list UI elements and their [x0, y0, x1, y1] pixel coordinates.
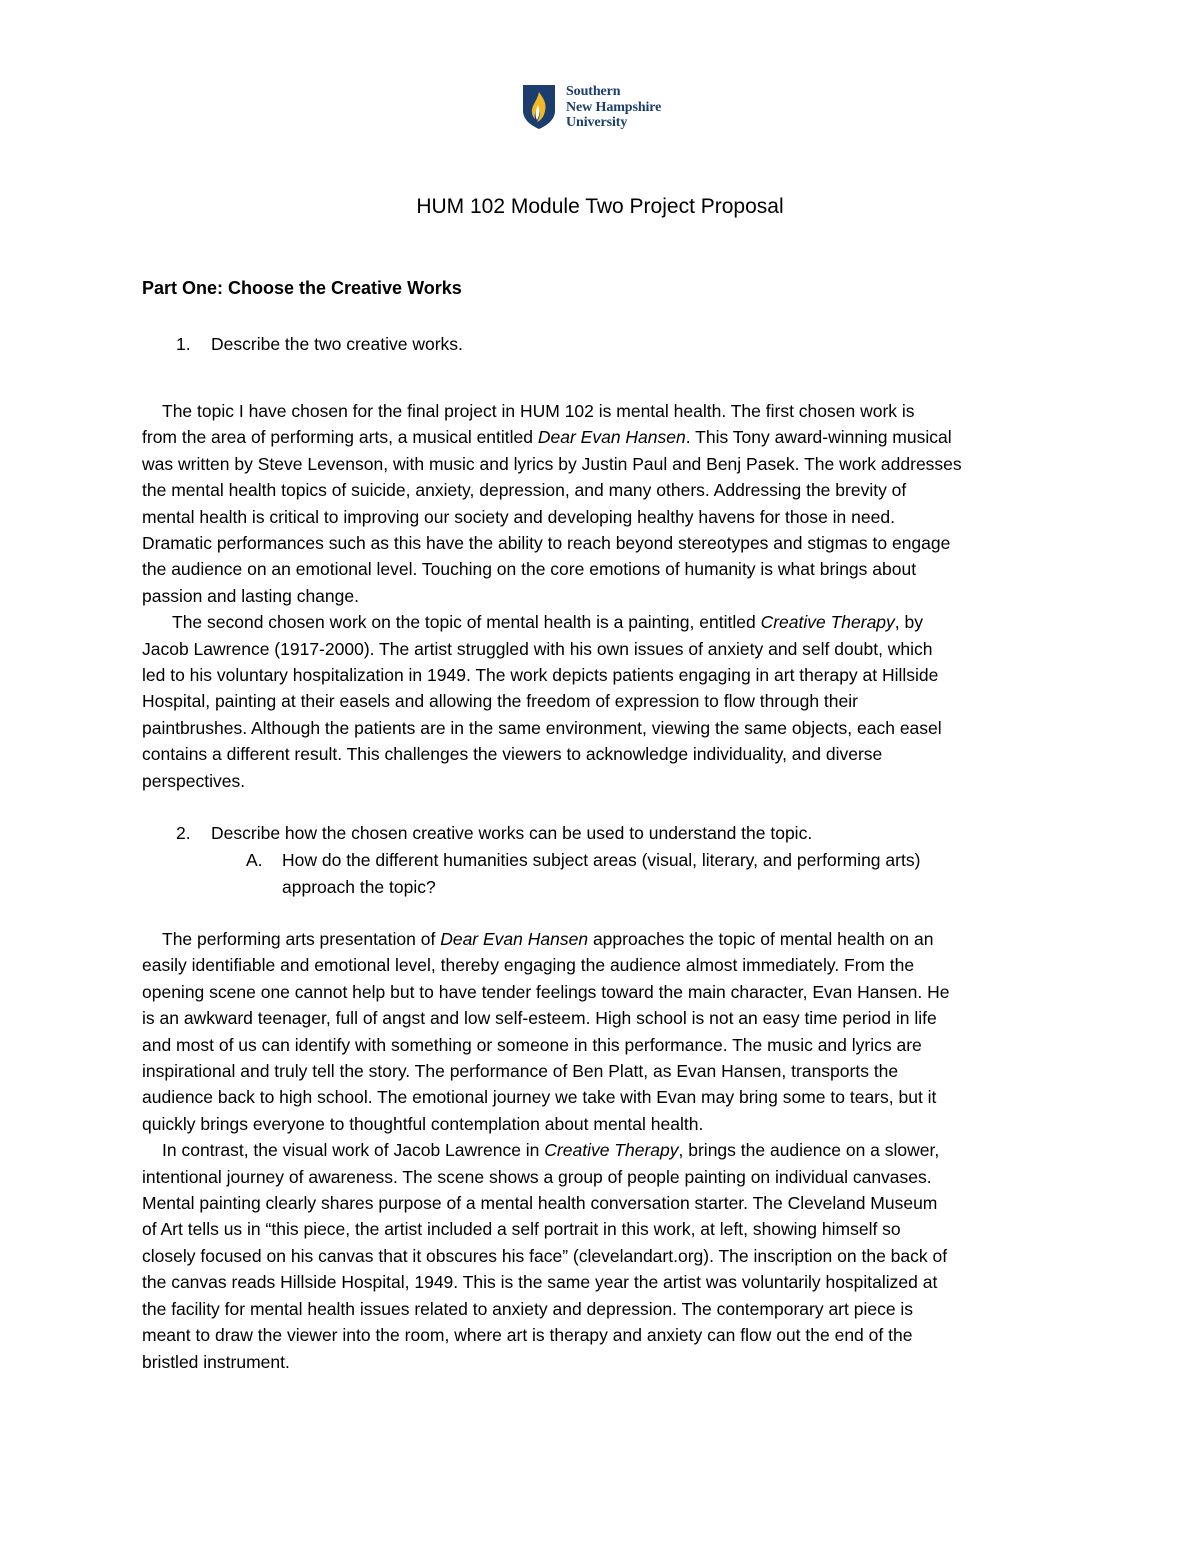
logo-line-3: University — [566, 115, 628, 130]
question-text — [282, 847, 1042, 900]
text-line — [142, 1269, 1062, 1295]
text-segment: of Art tells us in “this piece, the artist included a self portrait in this work, at left, showing himself so — [142, 1219, 901, 1240]
work-title: Dear Evan Hansen — [440, 929, 589, 949]
text-segment: intentional journey of awareness. The scene shows a group of people painting on individual canvases. — [142, 1166, 932, 1187]
text-segment: and most of us can identify with something or someone in this performance. The music and lyrics are — [142, 1034, 922, 1055]
text-segment: , by — [894, 612, 924, 633]
shield-flame-icon — [522, 84, 556, 130]
text-line — [142, 609, 1062, 635]
text-segment: easily identifiable and emotional level, thereby engaging the audience almost immediately. From the — [142, 955, 915, 976]
text-segment: bristled instrument. — [142, 1351, 290, 1372]
text-line — [142, 926, 1062, 952]
text-line — [142, 1137, 1062, 1163]
text-line — [142, 636, 1062, 662]
text-line — [142, 979, 1062, 1005]
text-line — [142, 556, 1062, 582]
text-line — [142, 583, 1062, 609]
text-line — [142, 1164, 1062, 1190]
text-segment: In contrast, the visual work of Jacob Lawrence in — [162, 1140, 545, 1161]
text-segment: contains a different result. This challenges the viewers to acknowledge individuality, and diverse — [142, 744, 883, 765]
text-segment: The performing arts presentation of — [162, 929, 441, 949]
text-segment: , brings the audience on a slower, — [678, 1140, 940, 1161]
text-line — [142, 952, 1062, 978]
text-segment: audience back to high school. The emotional journey we take with Evan may bring some to tears, but it — [142, 1087, 937, 1108]
text-line — [142, 451, 1062, 477]
text-segment: . This Tony award-winning musical — [685, 427, 952, 448]
question-text-line: How do the different humanities subject areas (visual, literary, and performing arts) — [282, 850, 921, 870]
text-line — [142, 1058, 1062, 1084]
text-segment: the mental health topics of suicide, anxiety, depression, and many others. Addressing the brevity of — [142, 480, 907, 501]
text-segment: the canvas reads Hillside Hospital, 1949. This is the same year the artist was voluntarily hospitalized at — [142, 1272, 938, 1293]
text-segment: inspirational and truly tell the story. The performance of Ben Platt, as Evan Hansen, transports the — [142, 1061, 899, 1082]
question-text-line: approach the topic? — [282, 876, 436, 897]
work-title: Creative Therapy — [544, 1140, 679, 1161]
text-segment: led to his voluntary hospitalization in 1949. The work depicts patients engaging in art therapy at Hillside — [142, 665, 939, 686]
work-title: Creative Therapy — [760, 612, 895, 633]
question-text: Describe the two creative works. — [211, 334, 463, 354]
text-segment: the audience on an emotional level. Touching on the core emotions of humanity is what brings about — [142, 559, 917, 580]
answer-1-paragraph — [142, 398, 1062, 794]
logo-line-2: New Hampshire — [566, 99, 662, 115]
text-segment: meant to draw the viewer into the room, where art is therapy and anxiety can flow out the end of the — [142, 1325, 913, 1346]
text-line — [142, 1032, 1062, 1058]
text-segment: quickly brings everyone to thoughtful contemplation about mental health. — [142, 1113, 704, 1134]
text-segment: was written by Steve Levenson, with music and lyrics by Justin Paul and Benj Pasek. The work addresses — [142, 453, 962, 474]
text-line — [142, 1111, 1062, 1137]
text-segment: approaches the topic of mental health on an — [588, 929, 934, 949]
text-line — [142, 1322, 1062, 1348]
university-logo — [522, 84, 692, 134]
text-line — [142, 1084, 1062, 1110]
text-segment: perspectives. — [142, 770, 246, 791]
question-number: 1. — [176, 334, 191, 354]
text-segment: opening scene one cannot help but to have tender feelings toward the main character, Evan Hansen. He — [142, 981, 950, 1002]
text-line — [142, 768, 1062, 794]
text-line — [142, 1243, 1062, 1269]
text-line — [142, 477, 1062, 503]
text-segment: paintbrushes. Although the patients are in the same environment, viewing the same objects, each easel — [142, 717, 942, 738]
text-line — [142, 1296, 1062, 1322]
logo-line-1: Southern — [566, 84, 621, 99]
text-line — [142, 398, 1062, 424]
text-segment: The second chosen work on the topic of mental health is a painting, entitled — [172, 612, 761, 633]
page-title: HUM 102 Module Two Project Proposal — [416, 195, 784, 218]
text-segment: Jacob Lawrence (1917-2000). The artist struggled with his own issues of anxiety and self doubt, which — [142, 638, 933, 659]
text-line — [142, 1005, 1062, 1031]
text-line — [142, 1349, 1062, 1375]
question-number: 2. — [176, 823, 191, 843]
text-line — [142, 662, 1062, 688]
text-line — [142, 530, 1062, 556]
work-title: Dear Evan Hansen — [537, 427, 686, 448]
section-heading: Part One: Choose the Creative Works — [142, 278, 462, 298]
text-line — [142, 715, 1062, 741]
text-segment: from the area of performing arts, a musical entitled — [142, 427, 538, 448]
text-line — [142, 688, 1062, 714]
text-line — [142, 424, 1062, 450]
text-segment: passion and lasting change. — [142, 585, 359, 606]
text-segment: is an awkward teenager, full of angst and low self-esteem. High school is not an easy time period in life — [142, 1008, 937, 1029]
text-segment: Hospital, painting at their easels and allowing the freedom of expression to flow through their — [142, 691, 858, 712]
text-line — [142, 1190, 1062, 1216]
text-line — [142, 741, 1062, 767]
text-segment: closely focused on his canvas that it obscures his face” (clevelandart.org). The inscription on the back of — [142, 1245, 948, 1266]
text-segment: mental health is critical to improving our society and developing healthy havens for those in need. — [142, 506, 895, 527]
question-letter: A. — [246, 850, 263, 870]
text-line — [142, 504, 1062, 530]
text-segment: Mental painting clearly shares purpose of a mental health conversation starter. The Cleveland Museum — [142, 1193, 938, 1214]
logo-wordmark — [566, 84, 661, 131]
text-segment: Dramatic performances such as this have the ability to reach beyond stereotypes and stigmas to engage — [142, 533, 951, 554]
text-segment: the facility for mental health issues related to anxiety and depression. The contemporary art piece is — [142, 1298, 914, 1319]
question-text: Describe how the chosen creative works can be used to understand the topic. — [211, 823, 813, 843]
answer-2-paragraph — [142, 926, 1062, 1375]
text-segment: The topic I have chosen for the final project in HUM 102 is mental health. The first chosen work is — [162, 401, 915, 421]
text-line — [142, 1216, 1062, 1242]
